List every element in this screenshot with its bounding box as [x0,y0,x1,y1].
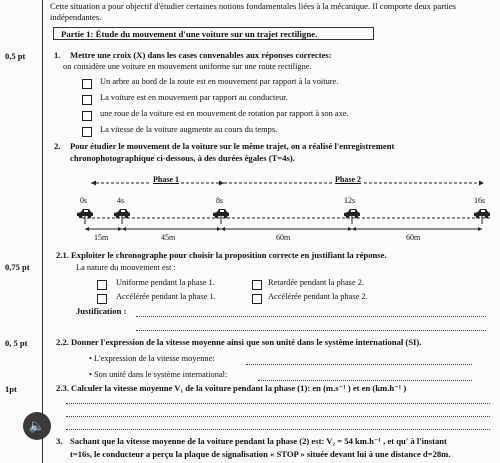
q22-title: 2.2. Donner l'expression de la vitesse moyenne ainsi que son unité dans le système international (SI). [56,337,422,347]
points-q1: 0,5 pt [5,51,26,61]
checkbox-acceleree-phase2[interactable] [252,294,262,304]
points-q23: 1pt [5,384,17,394]
expression-answer-line[interactable] [246,364,472,365]
q2-line1: Pour étudier le mouvement de la voiture sur le même trajet, on a réalisé l'enregistrement [70,141,395,151]
time-label-0: 0s [80,196,88,205]
distance-label-1: 15m [94,233,109,242]
points-q22: 0, 5 pt [5,338,28,348]
q2-line2: chronophotographique ci-dessous, à des durées égales (T=4s). [70,153,295,163]
points-q21: 0,75 pt [5,262,30,272]
checkbox-uniforme-phase1[interactable] [97,280,107,290]
time-label-12: 12s [344,196,356,205]
q1-option-3: une roue de la voiture est en mouvement de rotation par rapport à son axe. [100,109,349,118]
q1-text: Mettre une croix (X) dans les cases convenables aux réponses correctes: [70,50,332,60]
q2-number: 2. [54,141,61,151]
checkbox-retardee-phase2[interactable] [252,280,262,290]
q1-option-2: La voiture est en mouvement par rapport au conducteur. [100,93,288,102]
unit-answer-line[interactable] [258,380,472,381]
phase2-label: Phase 2 [335,175,361,184]
time-label-16: 16s [474,196,486,205]
part-title: Partie 1: Étude du mouvement d'une voiture sur un trajet rectiligne. [53,27,374,40]
justification-label: Justification : [76,306,127,316]
q22-expression: • L'expression de la vitesse moyenne: [89,354,215,363]
q3-line1: Sachant que la vitesse moyenne de la voiture pendant la phase (2) est: V₂ = 54 km.h⁻¹ , et qu' à l'instant [70,436,447,446]
q21-option-a: Uniforme pendant la phase 1. [116,278,215,287]
q21-subtext: La nature du mouvement est : [76,263,176,272]
distance-label-3: 60m [276,233,291,242]
q3-line2: t=16s, le conducteur a perçu la plaque de signalisation « STOP » située devant lui à une distance d=28m. [70,449,451,459]
justification-line-2[interactable] [136,330,486,331]
intro-text: Cette situation a pour objectif d'étudier certaines notions fondamentales liées à la mécanique. Il comporte deux parties indépendantes. [50,1,457,22]
q21-title: 2.1. Exploiter le chronographe pour choisir la proposition correcte en justifiant la réponse. [56,250,387,260]
q23-title: 2.3. Calculer la vitesse moyenne V₁ de la voiture pendant la phase (1): en (m.s⁻¹ ) et en (km.h⁻¹ ) [56,383,407,393]
time-label-4: 4s [117,196,125,205]
q21-option-d: Accélérée pendant la phase 2. [268,292,368,301]
q21-option-b: Retardée pendant la phase 2. [268,278,365,287]
q3-number: 3. [56,436,63,446]
speaker-icon[interactable]: 🔈 [23,412,51,440]
q23-answer-line-3[interactable] [66,429,490,430]
justification-line-1[interactable] [136,316,486,317]
q1-option-1: Un arbre au bord de la route est en mouvement par rapport à la voiture. [100,77,339,86]
phase1-label: Phase 1 [153,175,179,184]
distance-label-2: 45m [161,233,176,242]
q21-option-c: Accélérée pendant la phase 1. [116,292,216,301]
q22-unit: • Son unité dans le système international: [89,370,228,379]
checkbox-acceleree-phase1[interactable] [97,294,107,304]
q1-option-4: La vitesse de la voiture augmente au cours du temps. [100,125,278,134]
q23-answer-line-1[interactable] [66,403,490,404]
q23-answer-line-2[interactable] [66,416,490,417]
time-label-8: 8s [216,196,224,205]
q1-subtext: on considère une voiture en mouvement uniforme sur une route rectiligne. [63,62,312,71]
q1-number: 1. [54,50,61,60]
distance-label-4: 60m [406,233,421,242]
